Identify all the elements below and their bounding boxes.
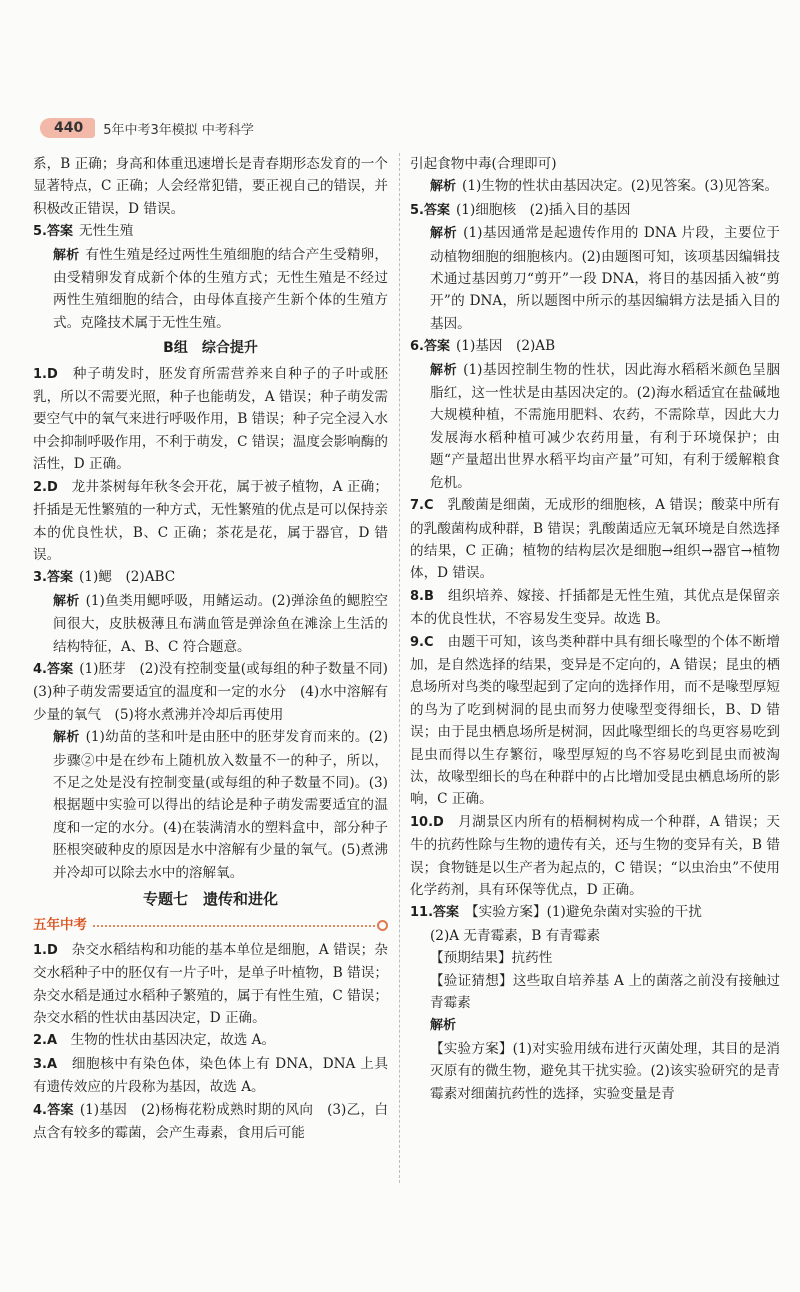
answer-item-r8: 8.B 组织培养、嫁接、扦插都是无性生殖，其优点是保留亲本的优良性状，不容易发生变异。故选 B。: [410, 587, 780, 628]
analysis-r5: 解析 (1)基因通常是起遗传作用的 DNA 片段，主要位于动植物细胞的细胞核内。(2)由题图可知，该项基因编辑技术通过基因剪刀“剪开”一段 DNA，将目的基因插入被“剪开”的 DNA，所以题图中所示的基因编辑方法是插入目的基因。: [430, 225, 780, 332]
answer-item-b4: 4.答案 (1)胚芽 (2)没有控制变量(或每组的种子数量不同) (3)种子萌发需要适宜的温度和一定的水分 (4)水中溶解有少量的氧气 (5)将水煮沸并冷却后再使用: [33, 660, 402, 723]
answer-item-t2: 2.A 生物的性状由基因决定，故选 A。: [33, 1032, 276, 1049]
analysis-b4: 解析 (1)幼苗的茎和叶是由胚中的胚芽发育而来的。(2)步骤②中是在纱布上随机放入数量不一的种子，所以，不足之处是没有控制变量(或每组的种子数量不同)。(3)根据题中实验可以得出的结论是种子萌发需要适宜的温度和一定的水分。(4)在装满清水的塑料盒中，部分种子胚根突破种皮的原因是水中溶解有少量的氧气。(5)煮沸并冷却可以除去水中的溶解氧。: [53, 729, 388, 881]
analysis-b3: 解析 (1)鱼类用鳃呼吸，用鳍运动。(2)弹涂鱼的鳃腔空间很大，皮肤极薄且布满血管是弹涂鱼在滩涂上生活的结构特征，A、B、C 符合题意。: [53, 592, 388, 655]
answer-item-t3: 3.A 细胞核中有染色体，染色体上有 DNA，DNA 上具有遗传效应的片段称为基因，故选 A。: [33, 1055, 388, 1096]
answer-r11-expected: 【预期结果】抗药性: [430, 950, 553, 967]
topic-heading: 专题七 遗传和进化: [142, 890, 278, 908]
continued-paragraph-right: 引起食物中毒(合理即可): [410, 156, 557, 172]
answer-item-r6: 6.答案 (1)基因 (2)AB: [410, 338, 556, 355]
answer-item-r10: 10.D 月湖景区内所有的梧桐树构成一个种群，A 错误；天牛的抗药性除与生物的遗传有关，还与生物的变异有关，B 错误；食物链是以生产者为起点的，C 错误；“以虫治虫”不使用化学药剂，具有环保等优点，D 正确。: [410, 813, 780, 898]
section-heading-b: B组 综合提升: [163, 340, 258, 357]
analysis-t4: 解析 (1)生物的性状由基因决定。(2)见答案。(3)见答案。: [430, 178, 779, 195]
answer-item-r11: 11.答案 【实验方案】(1)避免杂菌对实验的干扰: [410, 904, 702, 921]
right-column: [410, 153, 780, 1105]
answer-item-5: 5.答案 无性生殖: [33, 223, 134, 240]
answer-item-b1: 1.D 种子萌发时，胚发育所需营养来自种子的子叶或胚乳，所以不需要光照，种子也能萌发，A 错误；种子萌发需要空气中的氧气来进行呼吸作用，B 错误；种子完全浸入水中会抑制呼吸作用，不利于萌发，C 错误；温度会影响酶的活性，D 正确。: [33, 365, 389, 473]
page-number: 440: [40, 118, 95, 138]
answer-item-t1: 1.D 杂交水稻结构和功能的基本单位是细胞，A 错误；杂交水稻种子中的胚仅有一片子叶，是单子叶植物，B 错误；杂交水稻是通过水稻种子繁殖的，属于有性生殖，C 错误；杂交水稻的性状由基因决定，D 正确。: [33, 941, 389, 1027]
answer-item-r7: 7.C 乳酸菌是细菌，无成形的细胞核，A 错误；酸菜中所有的乳酸菌构成种群，B 错误；乳酸菌适应无氧环境是自然选择的结果，C 正确；植物的结构层次是细胞→组织→器官→植物体，D 错误。: [410, 497, 781, 582]
answer-r11-part2: (2)A 无青霉素，B 有青霉素: [430, 927, 601, 944]
analysis-5: 解析 有性生殖是经过两性生殖细胞的结合产生受精卵，由受精卵发育成新个体的生殖方式；无性生殖是不经过两性生殖细胞的结合，由母体直接产生新个体的生殖方式。克隆技术属于无性生殖。: [53, 246, 388, 331]
continued-paragraph: 系，B 正确；身高和体重迅速增长是青春期形态发育的一个显著特点，C 正确；人会经常犯错，要正视自己的错误，并积极改正错误，D 错误。: [33, 156, 388, 217]
answer-item-r5: 5.答案 (1)细胞核 (2)插入目的基因: [410, 201, 631, 218]
answer-item-t4: 4.答案 (1)基因 (2)杨梅花粉成熟时期的风向 (3)乙，白点含有较多的霉菌，会产生毒素，食用后可能: [33, 1101, 388, 1142]
analysis-r6: 解析 (1)基因控制生物的性状，因此海水稻稻米颜色呈胭脂红，这一性状是由基因决定的。(2)海水稻适宜在盐碱地大规模种植，不需施用肥料、农药，不需除草，因此大力发展海水稻种植可减少农药用量，有利于环境保护；由题“产量超出世界水稻平均亩产量”可知，有利于缓解粮食危机。: [430, 361, 780, 491]
book-title: 5年中考3年模拟 中考科学: [103, 122, 254, 138]
answer-item-b3: 3.答案 (1)鳃 (2)ABC: [33, 569, 176, 586]
left-column: [33, 153, 402, 1144]
answer-item-r9: 9.C 由题干可知，该鸟类种群中具有细长喙型的个体不断增加，是自然选择的结果，变异是不定向的，A 错误；昆虫的栖息场所对鸟类的喙型起到了定向的选择作用，而不是喙型厚短的鸟为了吃到树洞的昆虫而努力使喙型变得细长，B、D 错误；由于昆虫栖息场所是树洞，因此喙型细长的鸟更容易吃到昆虫而得以生存繁衍，喙型厚短的鸟不容易吃到昆虫而被淘汰，故喙型细长的鸟在种群中的占比增加受昆虫栖息场所的影响，C 正确。: [410, 633, 780, 808]
circle-ornament-icon: [377, 920, 388, 931]
analysis-r11: 【实验方案】(1)对实验用绒布进行灭菌处理，其目的是消灭原有的微生物，避免其干扰实验。(2)该实验研究的是青霉素对细菌抗药性的选择，实验变量是青: [430, 1040, 780, 1102]
dotted-rule: [93, 925, 375, 927]
answer-item-b2: 2.D 龙井茶树每年秋冬会开花，属于被子植物，A 正确；扦插是无性繁殖的一种方式，无性繁殖的优点是可以保持亲本的优良性状，B、C 正确；茶花是花，属于器官，D 错误。: [33, 478, 389, 563]
analysis-r11-label: 解析: [430, 1018, 457, 1034]
five-year-exam-label: 五年中考: [33, 914, 388, 936]
page-header: [40, 116, 254, 140]
answer-r11-verify: 【验证猜想】这些取自培养基 A 上的菌落之前没有接触过青霉素: [430, 972, 780, 1012]
